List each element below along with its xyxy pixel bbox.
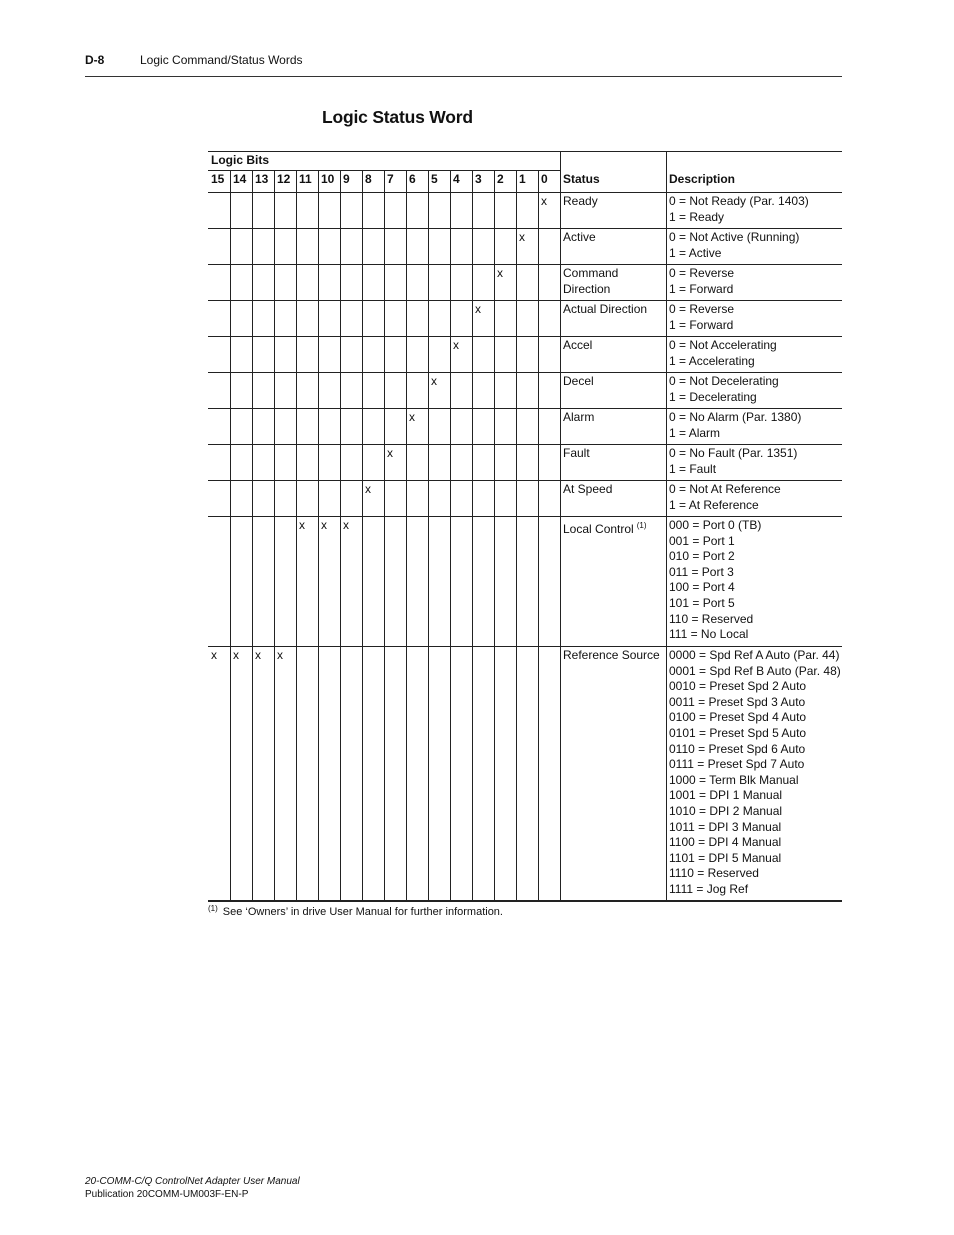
status-text: Local Control — [563, 522, 634, 536]
status-line: Decel — [563, 374, 594, 388]
table-bottom-thick — [208, 900, 842, 902]
status-line: Alarm — [563, 410, 595, 424]
bit-header-13: 13 — [255, 172, 269, 186]
bit-header-7: 7 — [387, 172, 394, 186]
bit-header-15: 15 — [211, 172, 225, 186]
table-top-rule — [208, 151, 842, 152]
status-cell — [560, 228, 666, 246]
status-line: Command — [563, 266, 619, 280]
description-line: 1000 = Term Blk Manual — [669, 772, 799, 787]
description-line: 0111 = Preset Spd 7 Auto — [669, 757, 805, 772]
bit-mark: x — [431, 374, 437, 388]
bit-column-divider — [318, 170, 319, 900]
bit-column-divider — [252, 170, 253, 900]
description-line: 000 = Port 0 (TB) — [669, 518, 762, 532]
status-cell — [560, 516, 666, 538]
status-cell — [560, 264, 666, 297]
status-line: At Speed — [563, 482, 613, 496]
description-cell — [666, 228, 842, 261]
bit-mark: x — [277, 648, 283, 662]
status-cell — [560, 444, 666, 462]
description-line: 0 = Not Ready (Par. 1403) — [669, 194, 809, 208]
bit-header-5: 5 — [431, 172, 438, 186]
page-header — [85, 52, 842, 77]
bit-header-8: 8 — [365, 172, 372, 186]
status-cell — [560, 300, 666, 318]
description-line: 0 = Not Decelerating — [669, 374, 779, 388]
description-cell — [666, 336, 842, 369]
status-cell — [560, 372, 666, 390]
bit-header-3: 3 — [475, 172, 482, 186]
bit-column-divider — [230, 170, 231, 900]
header-bottom-rule — [208, 192, 842, 193]
description-cell — [666, 646, 842, 898]
footnote-marker: (1) — [208, 904, 218, 913]
description-cell — [666, 444, 842, 477]
footnote-text: See ‘Owners’ in drive User Manual for further information. — [222, 906, 503, 918]
description-line: 1 = Accelerating — [669, 353, 755, 368]
bit-column-divider — [384, 170, 385, 900]
description-line: 1 = Active — [669, 245, 722, 260]
footnote — [208, 904, 503, 918]
description-line: 0110 = Preset Spd 6 Auto — [669, 741, 806, 756]
bit-column-divider — [494, 170, 495, 900]
bit-column-divider — [428, 170, 429, 900]
bit-header-2: 2 — [497, 172, 504, 186]
description-column-divider — [666, 151, 667, 900]
description-line: 1100 = DPI 4 Manual — [669, 835, 782, 850]
bit-mark: x — [211, 648, 217, 662]
bit-mark: x — [541, 194, 547, 208]
description-line: 0010 = Preset Spd 2 Auto — [669, 679, 807, 694]
description-line: 1 = Decelerating — [669, 389, 757, 404]
bit-column-divider — [362, 170, 363, 900]
description-line: 0100 = Preset Spd 4 Auto — [669, 710, 807, 725]
description-line: 1110 = Reserved — [669, 866, 759, 881]
bit-mark: x — [365, 482, 371, 496]
status-line: Fault — [563, 446, 590, 460]
bit-header-6: 6 — [409, 172, 416, 186]
description-line: 0 = Not Active (Running) — [669, 230, 800, 244]
status-column-divider — [560, 151, 561, 900]
section-title: Logic Command/Status Words — [140, 53, 303, 67]
bit-mark: x — [233, 648, 239, 662]
description-line: 001 = Port 1 — [669, 533, 735, 548]
description-line: 1101 = DPI 5 Manual — [669, 850, 782, 865]
status-line: Ready — [563, 194, 598, 208]
description-line: 1 = Ready — [669, 209, 725, 224]
description-cell — [666, 516, 842, 643]
status-line: Accel — [563, 338, 593, 352]
page-footer — [85, 1175, 300, 1201]
status-cell — [560, 192, 666, 210]
description-line: 0 = No Fault (Par. 1351) — [669, 446, 798, 460]
bit-column-divider — [340, 170, 341, 900]
bit-mark: x — [387, 446, 393, 460]
bit-header-9: 9 — [343, 172, 350, 186]
bit-header-0: 0 — [541, 172, 548, 186]
bit-header-1: 1 — [519, 172, 526, 186]
bit-mark: x — [475, 302, 481, 316]
logic-bits-header: Logic Bits — [211, 153, 270, 167]
bit-column-divider — [406, 170, 407, 900]
bit-mark: x — [343, 518, 349, 532]
description-cell — [666, 408, 842, 441]
description-cell — [666, 372, 842, 405]
status-line — [563, 518, 663, 538]
bit-column-divider — [472, 170, 473, 900]
description-line: 0 = Not At Reference — [669, 482, 781, 496]
logic-status-table — [208, 151, 842, 899]
description-line: 1011 = DPI 3 Manual — [669, 819, 782, 834]
status-cell — [560, 408, 666, 426]
description-line: 1 = Forward — [669, 317, 734, 332]
description-line: 0101 = Preset Spd 5 Auto — [669, 725, 807, 740]
description-line: 0 = Not Accelerating — [669, 338, 777, 352]
description-line: 101 = Port 5 — [669, 595, 735, 610]
description-cell — [666, 264, 842, 297]
description-line: 0011 = Preset Spd 3 Auto — [669, 694, 806, 709]
description-line: 111 = No Local — [669, 627, 749, 642]
status-header: Status — [563, 172, 600, 186]
description-cell — [666, 300, 842, 333]
bit-header-11: 11 — [299, 172, 312, 186]
description-line: 010 = Port 2 — [669, 549, 735, 564]
status-cell — [560, 336, 666, 354]
description-line: 0 = No Alarm (Par. 1380) — [669, 410, 802, 424]
bit-header-14: 14 — [233, 172, 247, 186]
bit-column-divider — [538, 170, 539, 900]
bit-mark: x — [409, 410, 415, 424]
page-number: D-8 — [85, 53, 105, 67]
status-cell — [560, 646, 666, 664]
description-line: 0 = Reverse — [669, 266, 735, 280]
description-line: 0 = Reverse — [669, 302, 735, 316]
status-cell — [560, 480, 666, 498]
bit-column-divider — [296, 170, 297, 900]
description-line: 011 = Port 3 — [669, 564, 734, 579]
bit-mark: x — [497, 266, 503, 280]
description-line: 100 = Port 4 — [669, 580, 735, 595]
description-line: 1111 = Jog Ref — [669, 881, 749, 896]
bit-mark: x — [453, 338, 459, 352]
description-line: 0000 = Spd Ref A Auto (Par. 44) — [669, 648, 840, 662]
description-cell — [666, 480, 842, 513]
description-line: 0001 = Spd Ref B Auto (Par. 48) — [669, 663, 841, 678]
description-header: Description — [669, 172, 736, 186]
bit-column-divider — [450, 170, 451, 900]
description-line: 110 = Reserved — [669, 611, 754, 626]
status-line: Reference Source — [563, 648, 660, 662]
status-line: Actual Direction — [563, 302, 648, 316]
bit-column-divider — [516, 170, 517, 900]
page-title: Logic Status Word — [322, 107, 473, 127]
bit-mark: x — [321, 518, 327, 532]
footer-publication: Publication 20COMM-UM003F-EN-P — [85, 1189, 249, 1200]
description-line: 1010 = DPI 2 Manual — [669, 803, 783, 818]
bit-mark: x — [519, 230, 525, 244]
bit-header-10: 10 — [321, 172, 335, 186]
description-line: 1001 = DPI 1 Manual — [669, 788, 783, 803]
footer-manual-title: 20-COMM-C/Q ControlNet Adapter User Manual — [85, 1176, 300, 1187]
description-line: 1 = At Reference — [669, 497, 759, 512]
bit-header-12: 12 — [277, 172, 291, 186]
bit-header-4: 4 — [453, 172, 460, 186]
description-line: 1 = Fault — [669, 461, 717, 476]
description-line: 1 = Alarm — [669, 425, 721, 440]
bit-column-divider — [274, 170, 275, 900]
bit-mark: x — [299, 518, 305, 532]
status-line: Direction — [563, 281, 611, 296]
description-cell — [666, 192, 842, 225]
footnote-ref: (1) — [636, 521, 647, 530]
description-line: 1 = Forward — [669, 281, 734, 296]
status-line: Active — [563, 230, 596, 244]
bit-mark: x — [255, 648, 261, 662]
